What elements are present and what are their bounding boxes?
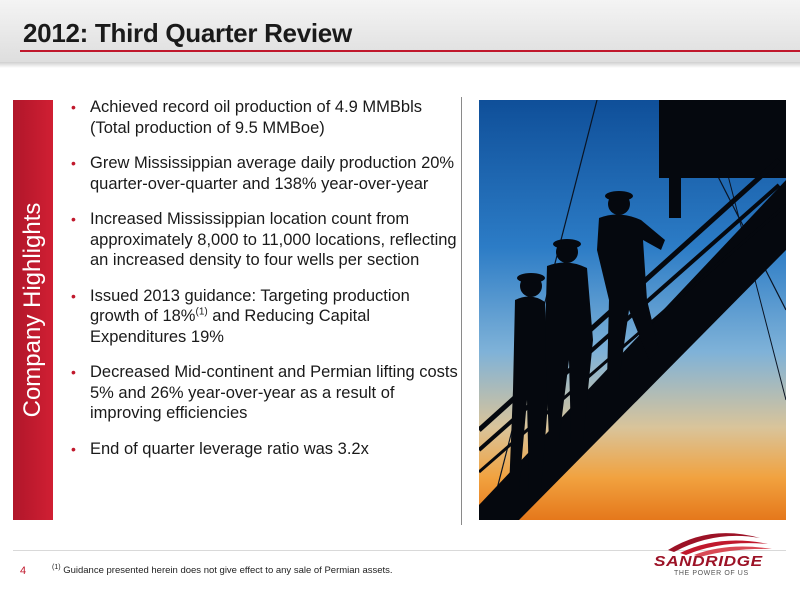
bullet-dot: • <box>71 287 76 304</box>
page-title: 2012: Third Quarter Review <box>23 18 352 48</box>
bullet-dot: • <box>71 440 76 457</box>
logo-wordmark: SANDRIDGE <box>654 553 763 570</box>
sandridge-logo <box>640 528 785 583</box>
footnote <box>52 565 393 576</box>
footnote-marker: (1) <box>52 563 61 571</box>
title-underline <box>20 50 800 52</box>
highlight-text: Achieved record oil production of 4.9 MMBbls (Total production of 9.5 MMBoe) <box>90 98 422 137</box>
footnote-ref: (1) <box>195 306 208 318</box>
highlight-text-end: and Reducing Capital Expenditures 19% <box>90 307 371 346</box>
worker-silhouette <box>509 273 549 490</box>
footnote-text: Guidance presented herein does not give effect to any sale of Permian assets. <box>60 565 393 576</box>
bullet-dot: • <box>71 155 76 171</box>
highlight-text: End of quarter leverage ratio was 3.2x <box>90 439 369 458</box>
highlight-item <box>68 97 458 138</box>
highlight-item <box>68 286 458 348</box>
bullet-dot: • <box>71 211 76 227</box>
derrick-leg <box>669 178 681 218</box>
highlight-text: Grew Mississippian average daily production 20% quarter-over-quarter and 138% year-over-year <box>90 154 455 193</box>
vertical-divider <box>461 97 462 525</box>
derrick-structure <box>659 100 786 178</box>
company-highlights-tab <box>13 100 53 520</box>
bullet-dot: • <box>71 99 76 115</box>
side-tab-label: Company Highlights <box>19 202 46 418</box>
highlight-item <box>68 209 458 271</box>
bullet-dot: • <box>71 364 76 380</box>
oil-rig-workers-photo <box>479 100 786 520</box>
logo-tagline: THE POWER OF US <box>674 570 749 577</box>
page-number: 4 <box>20 565 27 577</box>
highlight-text: Decreased Mid-continent and Permian lifting costs 5% and 26% year-over-year as a result of improving efficiencies <box>90 363 458 422</box>
title-bar <box>0 0 800 62</box>
highlights-list <box>68 97 458 474</box>
highlight-text: Increased Mississippian location count from approximately 8,000 to 11,000 locations, reflecting an increased density to four wells per section <box>90 210 457 269</box>
highlight-item <box>68 439 458 460</box>
title-shadow <box>0 62 800 68</box>
photo-illustration <box>479 100 786 520</box>
highlight-item <box>68 153 458 194</box>
highlight-text-start: Issued 2013 guidance: Targeting production growth of 18% <box>90 286 410 325</box>
highlight-item <box>68 362 458 424</box>
